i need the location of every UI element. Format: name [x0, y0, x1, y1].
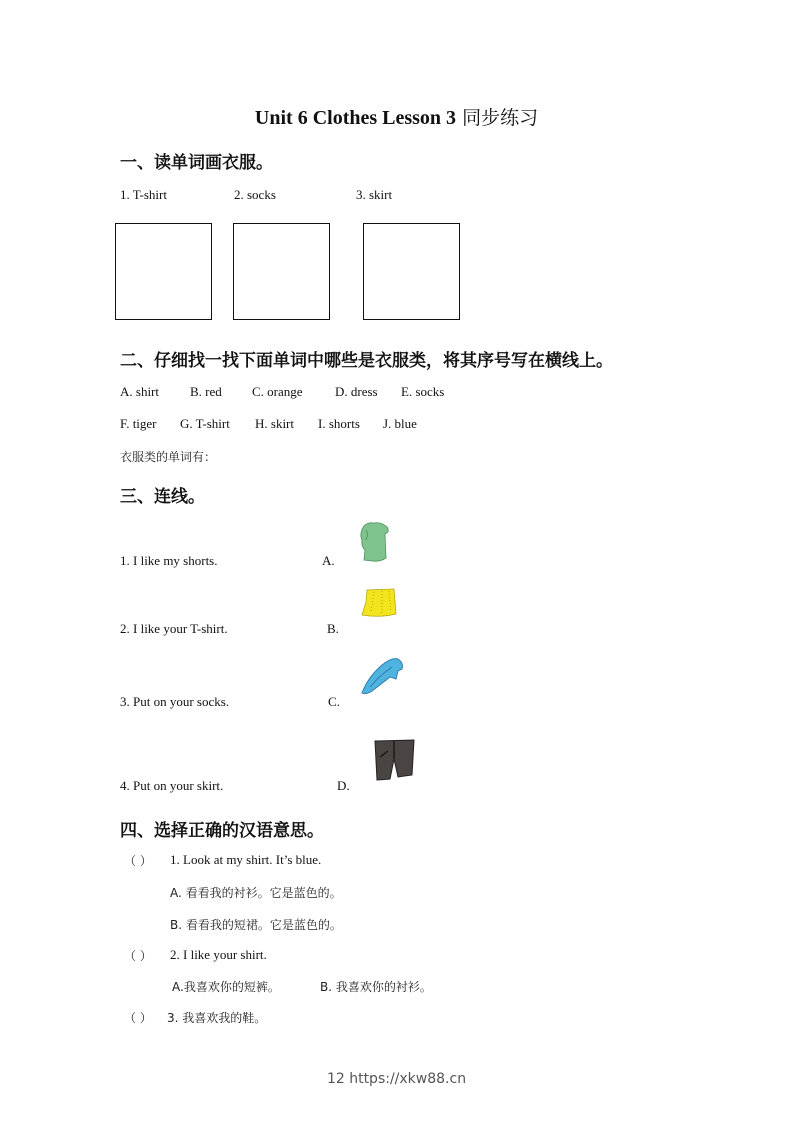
question-1-option-a: A. 看看我的衬衫。它是蓝色的。 — [170, 886, 342, 900]
section4-heading: 四、选择正确的汉语意思。 — [120, 821, 324, 841]
page-title — [0, 103, 793, 130]
answer-bracket-3[interactable]: （ ） — [124, 1011, 152, 1025]
word-option: H. skirt — [255, 416, 294, 431]
word-option: I. shorts — [318, 416, 360, 431]
section2-heading: 二、仔细找一找下面单词中哪些是衣服类，将其序号写在横线上。 — [120, 351, 613, 371]
match-sentence-2: 2. I like your T-shirt. — [120, 621, 228, 636]
blue-sock-icon — [358, 655, 406, 697]
word-tshirt: 1. T-shirt — [120, 187, 167, 202]
dark-shorts-icon — [372, 737, 416, 781]
title-en: Unit 6 Clothes Lesson 3 — [254, 107, 457, 129]
question-3: 3. 我喜欢我的鞋。 — [167, 1011, 267, 1025]
word-option: J. blue — [383, 416, 417, 431]
match-option-c: C. — [328, 694, 340, 709]
word-option: D. dress — [335, 384, 378, 399]
section1-heading: 一、读单词画衣服。 — [120, 153, 273, 173]
word-option: G. T-shirt — [180, 416, 230, 431]
question-2: 2. I like your shirt. — [170, 947, 267, 962]
word-option: F. tiger — [120, 416, 157, 431]
footer-watermark: 12 https://xkw88.cn — [326, 1071, 467, 1087]
word-socks: 2. socks — [234, 187, 276, 202]
word-skirt: 3. skirt — [356, 187, 393, 202]
word-option: B. red — [190, 384, 222, 399]
section3-heading: 三、连线。 — [120, 487, 205, 507]
yellow-skirt-icon — [360, 586, 400, 620]
word-option: C. orange — [252, 384, 303, 399]
drawing-box-1[interactable] — [115, 223, 212, 320]
match-option-d: D. — [337, 778, 350, 793]
answer-bracket-2[interactable]: （ ） — [124, 949, 152, 963]
question-2-option-b: B. 我喜欢你的衬衫。 — [320, 980, 432, 994]
answer-label: 衣服类的单词有： — [120, 450, 217, 464]
drawing-box-2[interactable] — [233, 223, 330, 320]
match-sentence-1: 1. I like my shorts. — [120, 553, 218, 568]
match-sentence-3: 3. Put on your socks. — [120, 694, 230, 709]
green-shirt-icon — [354, 520, 394, 564]
word-option: E. socks — [401, 384, 445, 399]
match-sentence-4: 4. Put on your skirt. — [120, 778, 224, 793]
answer-bracket-1[interactable]: （ ） — [124, 854, 152, 868]
word-option: A. shirt — [120, 384, 159, 399]
match-option-a: A. — [322, 553, 335, 568]
match-option-b: B. — [327, 621, 339, 636]
question-1: 1. Look at my shirt. It’s blue. — [170, 852, 322, 867]
question-2-option-a: A.我喜欢你的短裤。 — [172, 980, 280, 994]
question-1-option-b: B. 看看我的短裙。它是蓝色的。 — [170, 918, 342, 932]
title-cn: 同步练习 — [462, 107, 539, 129]
drawing-box-3[interactable] — [363, 223, 460, 320]
